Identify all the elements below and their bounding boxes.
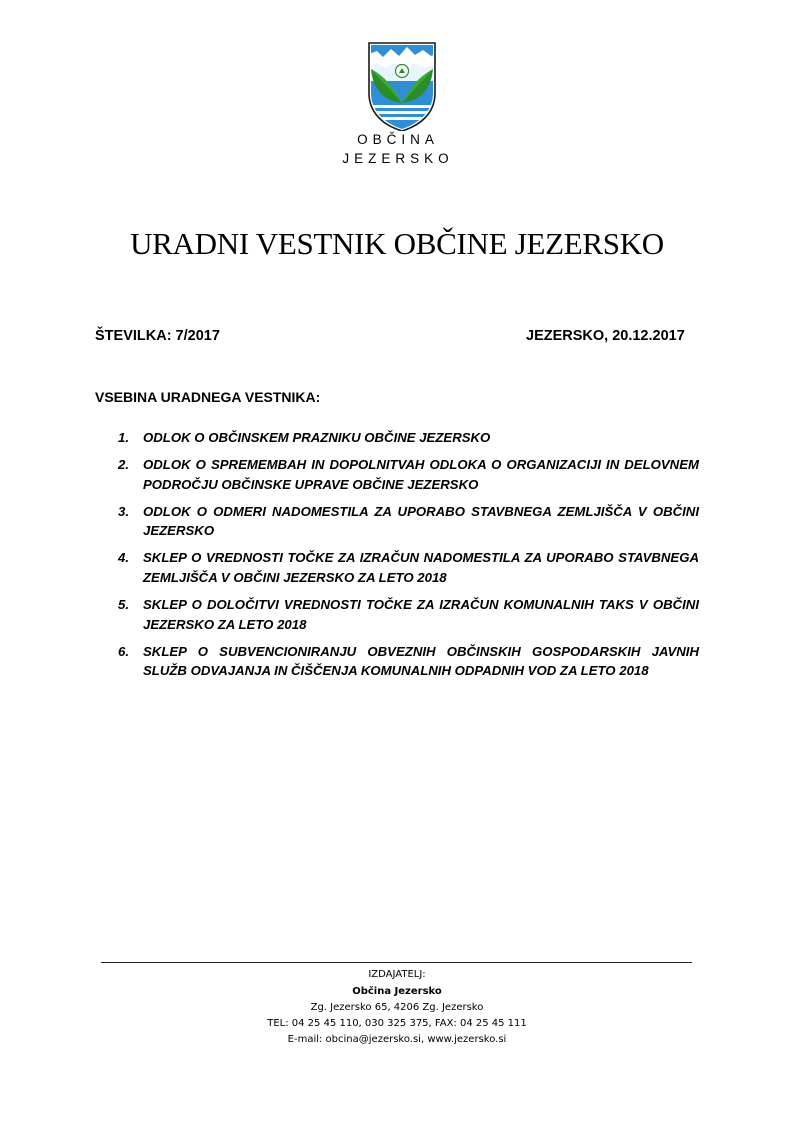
contents-item: [118, 642, 699, 681]
contents-item: [118, 548, 699, 587]
contents-item-number: 3.: [118, 503, 129, 519]
contents-item-number: 4.: [118, 550, 129, 566]
contents-item-text: ODLOK O OBČINSKEM PRAZNIKU OBČINE JEZERSKO: [143, 430, 491, 445]
issue-number: ŠTEVILKA: 7/2017: [95, 328, 220, 344]
contents-item-text: SKLEP O VREDNOSTI TOČKE ZA IZRAČUN NADOMESTILA ZA UPORABO STAVBNEGA ZEMLJIŠČA V OBČINI JEZERSKO ZA LETO 2018: [143, 550, 699, 586]
contents-item: [118, 595, 699, 634]
publisher-phone: TEL: 04 25 45 110, 030 325 375, FAX: 04 25 45 111: [267, 1018, 527, 1029]
publisher-name: Občina Jezersko: [352, 986, 442, 997]
contents-item: [118, 455, 699, 494]
contents-item-number: 1.: [118, 430, 129, 445]
place-and-date: JEZERSKO, 20.12.2017: [526, 328, 685, 344]
contents-heading: VSEBINA URADNEGA VESTNIKA:: [95, 389, 321, 405]
contents-item-number: 6.: [118, 643, 129, 659]
contents-item-text: ODLOK O ODMERI NADOMESTILA ZA UPORABO STAVBNEGA ZEMLJIŠČA V OBČINI JEZERSKO: [143, 503, 699, 539]
contents-item-number: 5.: [118, 597, 129, 613]
footer-divider: [101, 962, 692, 963]
contents-item-text: ODLOK O SPREMEMBAH IN DOPOLNITVAH ODLOKA O ORGANIZACIJI IN DELOVNEM PODROČJU OBČINSKE UPRAVE OBČINE JEZERSKO: [143, 457, 699, 492]
contents-item: [118, 428, 699, 448]
contents-list: [118, 428, 699, 689]
municipal-coat-of-arms-icon: [367, 41, 437, 131]
municipality-name-line1: OBČINA: [357, 132, 439, 147]
municipality-name-line2: JEZERSKO: [342, 151, 454, 166]
publisher-contact: E-mail: obcina@jezersko.si, www.jezersko.si: [287, 1034, 507, 1045]
contents-item: [118, 502, 699, 541]
contents-item-number: 2.: [118, 457, 129, 473]
publisher-address: Zg. Jezersko 65, 4206 Zg. Jezersko: [310, 1002, 484, 1013]
publisher-label: IZDAJATELJ:: [368, 969, 426, 980]
contents-item-text: SKLEP O DOLOČITVI VREDNOSTI TOČKE ZA IZRAČUN KOMUNALNIH TAKS V OBČINI JEZERSKO ZA LETO 2018: [143, 597, 699, 632]
contents-item-text: SKLEP O SUBVENCIONIRANJU OBVEZNIH OBČINSKIH GOSPODARSKIH JAVNIH SLUŽB ODVAJANJA IN ČIŠČENJA KOMUNALNIH ODPADNIH VOD ZA LETO 2018: [143, 643, 699, 679]
document-title: URADNI VESTNIK OBČINE JEZERSKO: [130, 226, 664, 261]
